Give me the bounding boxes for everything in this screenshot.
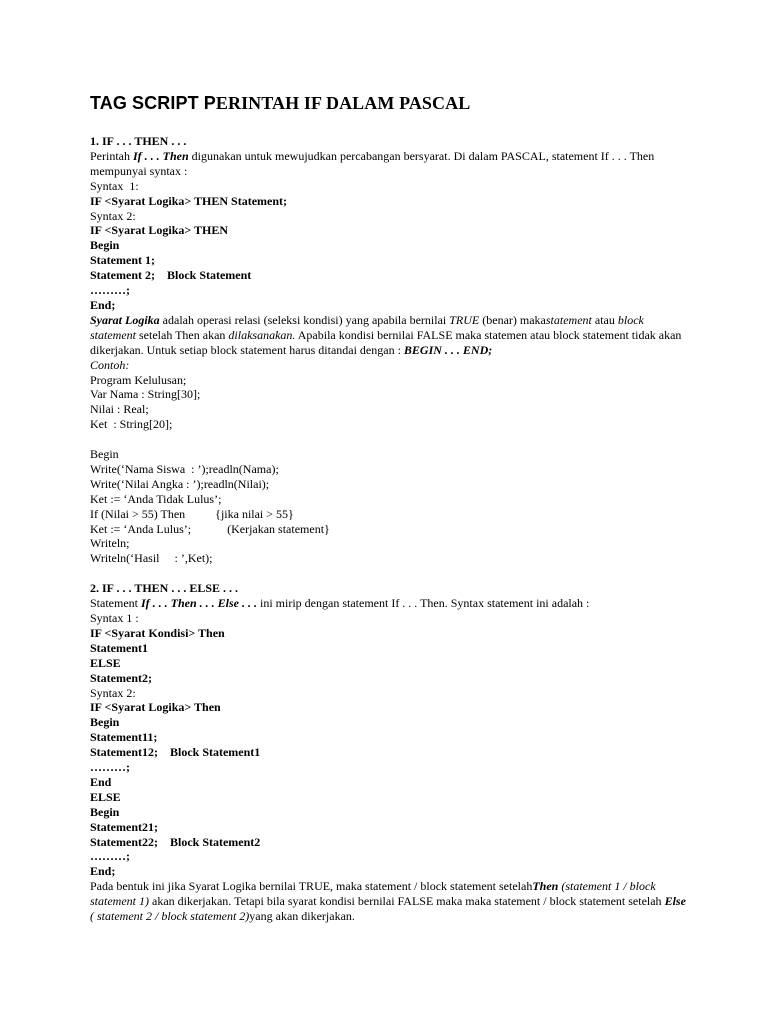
- syntax-line: IF <Syarat Logika> Then: [90, 700, 221, 715]
- code-line: Begin: [90, 447, 119, 462]
- code-line: Program Kelulusan;: [90, 372, 187, 387]
- syntax-line: Statement1: [90, 640, 148, 655]
- text: Pada bentuk ini jika Syarat Logika bernilai TRUE, maka statement / block statement setelah: [90, 879, 533, 894]
- syntax-line: IF <Syarat Logika> THEN: [90, 223, 229, 238]
- section-1-heading: 1. IF . . . THEN . . .: [90, 134, 187, 148]
- syntax-line: ELSE: [90, 655, 121, 670]
- spacer: [90, 566, 690, 581]
- spacer: [90, 432, 690, 447]
- text: adalah operasi relasi (seleksi kondisi) yang apabila bernilai: [159, 312, 450, 327]
- text: dilaksanakan.: [228, 327, 296, 342]
- code-line: Ket := ‘Anda Lulus’; (Kerjakan statement}: [90, 521, 330, 536]
- syntax-label: Syntax 1:: [90, 178, 139, 193]
- example-label: Contoh:: [90, 357, 130, 372]
- syntax-line: Statement21;: [90, 819, 158, 834]
- syntax-block: [90, 223, 690, 312]
- section-2-description: [90, 879, 690, 924]
- text: Statement: [90, 596, 141, 611]
- syntax-label: Syntax 2:: [90, 685, 136, 700]
- syntax-line: Statement11;: [90, 730, 158, 745]
- text: digunakan untuk mewujudkan percabangan bersyarat. Di dalam PASCAL, statement If . . . Then mempunyai syntax :: [90, 148, 655, 178]
- code-line: Writeln(‘Hasil : ’,Ket);: [90, 551, 213, 566]
- syntax-line: IF <Syarat Kondisi> Then: [90, 625, 225, 640]
- text: (statement 1 / block statement 1): [90, 879, 656, 909]
- syntax-line: IF <Syarat Logika> THEN Statement;: [90, 193, 288, 208]
- syntax-line: End: [90, 774, 112, 789]
- section-1-intro: [90, 149, 690, 179]
- keyword: BEGIN . . . END;: [403, 342, 493, 357]
- syntax-line: Statement 1;: [90, 253, 155, 268]
- text: TRUE: [449, 312, 480, 327]
- text: statement: [545, 312, 592, 327]
- code-line: If (Nilai > 55) Then {jika nilai > 55}: [90, 506, 294, 521]
- keyword: Then: [532, 879, 559, 894]
- syntax-line: ………;: [90, 849, 130, 864]
- code-line: Ket : String[20];: [90, 417, 173, 432]
- keyword: Else: [664, 894, 686, 909]
- syntax-block: [90, 700, 690, 879]
- section-2-heading: 2. IF . . . THEN . . . ELSE . . .: [90, 581, 239, 596]
- syntax-line: End;: [90, 864, 116, 879]
- keyword: Syarat Logika: [90, 312, 160, 327]
- text: ini mirip dengan statement If . . . Then. Syntax statement ini adalah :: [257, 596, 590, 611]
- text: ( statement 2 / block statement 2): [90, 909, 250, 924]
- section-2-intro: [90, 596, 690, 611]
- code-line: Write(‘Nilai Angka : ’);readln(Nilai);: [90, 476, 270, 491]
- syntax-line: ………;: [90, 283, 130, 298]
- code-line: Var Nama : String[30];: [90, 387, 201, 402]
- text: (benar) maka: [479, 312, 546, 327]
- syntax-block: [90, 626, 690, 686]
- title-sans-part: TAG SCRIPT P: [90, 93, 216, 113]
- section-1-description: [90, 313, 690, 358]
- page-title: [90, 93, 470, 114]
- text: Perintah: [90, 148, 133, 163]
- syntax-line: ………;: [90, 760, 130, 775]
- text: setelah Then akan: [136, 327, 229, 342]
- text: yang akan dikerjakan.: [249, 909, 355, 924]
- syntax-label: Syntax 2:: [90, 208, 136, 223]
- text: block statement: [90, 312, 644, 342]
- title-serif-part: ERINTAH IF DALAM PASCAL: [215, 93, 471, 113]
- keyword: If . . . Then . . . Else . . .: [141, 596, 258, 611]
- code-line: Ket := ‘Anda Tidak Lulus’;: [90, 491, 222, 506]
- syntax-label: Syntax 1 :: [90, 610, 139, 625]
- syntax-line: Statement2;: [90, 670, 152, 685]
- syntax-line: Statement12; Block Statement1: [90, 745, 261, 760]
- document-body: [90, 134, 690, 924]
- keyword: If . . . Then: [133, 148, 189, 163]
- syntax-line: End;: [90, 297, 116, 312]
- code-line: Nilai : Real;: [90, 402, 149, 417]
- syntax-line: Begin: [90, 804, 120, 819]
- text: atau: [591, 312, 618, 327]
- code-line: Writeln;: [90, 536, 130, 551]
- syntax-line: Begin: [90, 238, 120, 253]
- syntax-line: Statement 2; Block Statement: [90, 268, 252, 283]
- text: akan dikerjakan. Tetapi bila syarat kondisi bernilai FALSE maka maka statement / block statement setelah: [149, 894, 665, 909]
- syntax-line: Statement22; Block Statement2: [90, 834, 261, 849]
- code-block: [90, 447, 690, 566]
- code-line: Write(‘Nama Siswa : ’);readln(Nama);: [90, 461, 279, 476]
- text: Apabila kondisi bernilai FALSE maka statemen atau block statement tidak akan dikerjakan. Untuk setiap block statement harus ditandai dengan :: [90, 327, 682, 357]
- syntax-line: Begin: [90, 715, 120, 730]
- syntax-line: ELSE: [90, 789, 121, 804]
- code-block: [90, 373, 690, 433]
